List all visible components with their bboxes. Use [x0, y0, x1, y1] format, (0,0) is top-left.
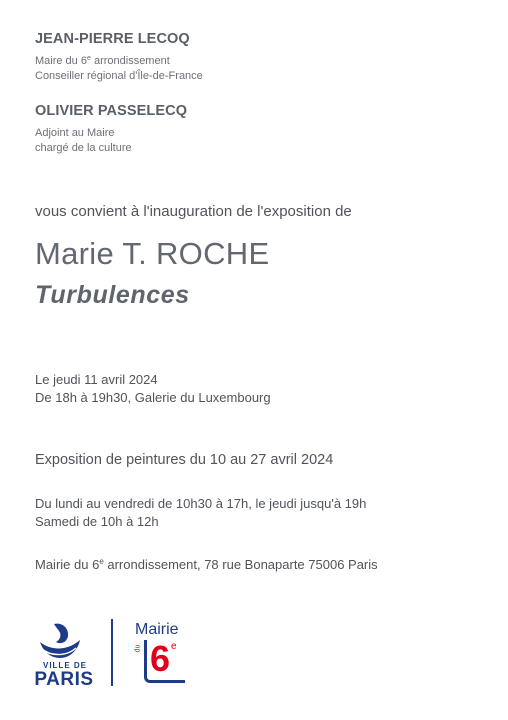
- host-2-role: Adjoint au Maire chargé de la culture: [35, 127, 132, 154]
- address: Mairie du 6e arrondissement, 78 rue Bonaparte 75006 Paris: [35, 557, 378, 572]
- logo-divider: [111, 619, 113, 686]
- invitation-intro: vous convient à l'inauguration de l'exposition de: [35, 203, 352, 220]
- host-2-name: OLIVIER PASSELECQ: [35, 103, 188, 119]
- exhibition-dates: Exposition de peintures du 10 au 27 avril 2024: [35, 452, 334, 468]
- mairie-du-6e-logo: [131, 621, 191, 685]
- mairie-logo-sup: e: [171, 641, 177, 652]
- ville-de-paris-logo: [32, 620, 98, 690]
- mairie-logo-number: 6: [150, 638, 171, 679]
- exhibition-title: Turbulences: [35, 281, 190, 309]
- event-time-place: De 18h à 19h30, Galerie du Luxembourg: [35, 390, 271, 405]
- host-1-name: JEAN-PIERRE LECOQ: [35, 31, 190, 47]
- event-details: [35, 371, 271, 407]
- opening-hours: [35, 495, 366, 531]
- mairie-logo-word: Mairie: [135, 621, 179, 638]
- hours-saturday: Samedi de 10h à 12h: [35, 514, 159, 529]
- artist-name: Marie T. ROCHE: [35, 236, 270, 271]
- paris-logo-small: VILLE DE: [42, 661, 87, 670]
- paris-logo-big: PARIS: [34, 669, 94, 690]
- host-1-role: Maire du 6e arrondissement Conseiller régional d'Île-de-France: [35, 55, 203, 82]
- event-date: Le jeudi 11 avril 2024: [35, 372, 158, 387]
- hours-weekdays: Du lundi au vendredi de 10h30 à 17h, le jeudi jusqu'à 19h: [35, 496, 367, 511]
- mairie-logo-du: du: [134, 644, 142, 653]
